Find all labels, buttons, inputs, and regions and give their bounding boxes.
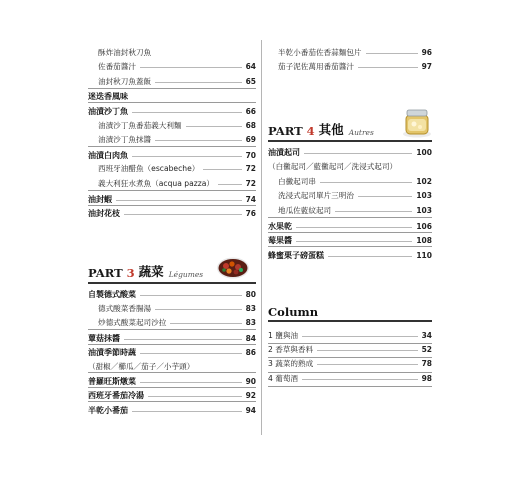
toc-entry-title: 地瓜佐藍紋起司 <box>278 205 332 215</box>
toc-leader-line <box>140 67 242 68</box>
toc-entry-page: 100 <box>416 147 432 157</box>
toc-entry-title: 蕈菇抹醬 <box>88 333 120 343</box>
toc-leader-line <box>366 53 418 54</box>
toc-entry-title: 洗浸式起司單片三明治 <box>278 191 354 201</box>
toc-leader-line <box>320 182 412 183</box>
toc-entry-page: 66 <box>245 106 256 116</box>
toc-entry-title: 自製德式酸菜 <box>88 289 136 299</box>
toc-entry-title: 油漬季節時蔬 <box>88 348 136 358</box>
toc-leader-line <box>148 396 242 397</box>
toc-leader-line <box>155 82 241 83</box>
toc-entry-page: 96 <box>421 47 432 57</box>
toc-leader-line <box>296 241 412 242</box>
toc-entry <box>268 44 432 60</box>
toc-leader-line <box>116 200 242 201</box>
part3-title: 蔬菜 <box>138 264 164 279</box>
toc-entry-title: （甜椒／櫛瓜／茄子／小芋頭） <box>88 361 195 371</box>
part3-heading <box>88 262 203 280</box>
toc-entry-title: 半乾小番茄 <box>88 405 128 415</box>
toc-entry-title: 佐番茄醬汁 <box>98 62 136 72</box>
toc-entry-page: 92 <box>245 391 256 401</box>
toc-entry-page: 78 <box>421 359 432 369</box>
toc-entry-title: 1 鹽與油 <box>268 330 299 340</box>
toc-entry-title: 西班牙油醋魚（escabeche） <box>98 164 200 174</box>
toc-entry-page: 84 <box>245 333 256 343</box>
toc-entry-page: 65 <box>245 76 256 86</box>
toc-leader-line <box>203 169 241 170</box>
toc-entry-page: 86 <box>245 348 256 358</box>
toc-entry-title: 德式酸菜香腸湯 <box>98 303 152 313</box>
toc-entry <box>268 188 432 204</box>
part3-french-subtitle: Légumes <box>168 270 204 279</box>
toc-leader-line <box>170 323 241 324</box>
toc-entry-page: 69 <box>245 135 256 145</box>
toc-entry-page: 72 <box>245 164 256 174</box>
toc-entry-title: 白黴起司串 <box>278 176 316 186</box>
toc-entry <box>268 173 432 189</box>
toc-entry-page: 103 <box>416 205 432 215</box>
toc-entry-title: 酥炸油封秋刀魚 <box>98 47 152 57</box>
toc-entry-page: 108 <box>416 236 432 246</box>
toc-leader-line <box>304 153 412 154</box>
toc-entry-title: 茄子泥佐萬用番茄醬汁 <box>278 62 354 72</box>
toc-entry <box>88 401 256 418</box>
toc-entry-page: 52 <box>421 344 432 354</box>
toc-entry-page: 34 <box>421 330 432 340</box>
toc-leader-line <box>140 295 242 296</box>
toc-leader-line <box>140 382 242 383</box>
toc-entry <box>88 73 256 89</box>
toc-entry <box>88 205 256 222</box>
toc-entry <box>88 161 256 177</box>
toc-entry-page: 76 <box>245 209 256 219</box>
toc-entry-title: 炒德式酸菜起司沙拉 <box>98 318 167 328</box>
toc-leader-line <box>186 126 242 127</box>
column-divider <box>261 40 262 435</box>
toc-entry <box>88 44 256 60</box>
toc-entry <box>88 132 256 148</box>
toc-entry-title: 3 蔬菜的熟成 <box>268 359 314 369</box>
toc-entry-title: 義大利狂水煮魚（acqua pazza） <box>98 178 214 188</box>
toc-entry-title: 莓果醬 <box>268 236 292 246</box>
toc-leader-line <box>155 140 241 141</box>
toc-entry-title: 半乾小番茄佐香蒜麵包片 <box>278 47 362 57</box>
toc-entry <box>268 59 432 75</box>
toc-leader-line <box>302 379 418 380</box>
toc-entry-title: 西班牙番茄冷湯 <box>88 391 144 401</box>
toc-entry-title: 油漬沙丁魚抹醬 <box>98 135 152 145</box>
toc-entry-page: 106 <box>416 221 432 231</box>
toc-leader-line <box>132 411 242 412</box>
toc-entry-title: （白黴起司／藍黴起司／洗浸式起司） <box>268 162 398 172</box>
toc-entry <box>88 117 256 133</box>
toc-entry-page: 103 <box>416 191 432 201</box>
part4-rule <box>268 140 432 142</box>
toc-entry-title: 4 葡萄酒 <box>268 373 299 383</box>
part4-french-subtitle: Autres <box>348 128 374 137</box>
cheese-jar-photo <box>402 104 432 138</box>
column-heading: Column <box>268 305 319 319</box>
toc-leader-line <box>317 350 417 351</box>
toc-leader-line <box>302 336 418 337</box>
toc-leader-line <box>358 196 412 197</box>
toc-leader-line <box>132 156 242 157</box>
toc-entry-title: 油漬沙丁魚番茄義大利麵 <box>98 120 182 130</box>
part3-rule <box>88 282 256 284</box>
toc-entry <box>268 246 432 263</box>
toc-leader-line <box>328 256 412 257</box>
vegetable-photo <box>216 256 250 280</box>
column-rule <box>268 320 432 322</box>
toc-entry-page: 83 <box>245 303 256 313</box>
toc-entry-title: 油封花枝 <box>88 209 120 219</box>
toc-leader-line <box>218 184 242 185</box>
toc-entry-title: 油漬起司 <box>268 147 300 157</box>
part4-number: 4 <box>306 124 315 138</box>
toc-leader-line <box>317 364 417 365</box>
toc-leader-line <box>296 227 412 228</box>
toc-leader-line <box>132 112 242 113</box>
toc-entry-title: 油封秋刀魚蓋飯 <box>98 76 152 86</box>
part3-number: 3 <box>126 266 135 280</box>
toc-entry-page: 97 <box>421 62 432 72</box>
toc-entry-page: 74 <box>245 194 256 204</box>
toc-entry <box>88 59 256 75</box>
toc-entry-title: 油封蝦 <box>88 194 112 204</box>
toc-entry-title: 普羅旺斯燉菜 <box>88 376 136 386</box>
part3-word: PART <box>88 266 123 280</box>
part4-word: PART <box>268 124 303 138</box>
toc-entry-page: 70 <box>245 150 256 160</box>
toc-entry-page: 94 <box>245 405 256 415</box>
toc-entry <box>268 202 432 218</box>
part4-title: 其他 <box>318 122 344 137</box>
toc-entry-title: 2 香草與香料 <box>268 344 314 354</box>
toc-entry-title: 蜂蜜栗子磅蛋糕 <box>268 250 324 260</box>
toc-entry-page: 90 <box>245 376 256 386</box>
toc-entry-title: 油漬沙丁魚 <box>88 106 128 116</box>
toc-leader-line <box>124 214 242 215</box>
toc-entry-title: 迷迭香風味 <box>88 92 128 102</box>
toc-entry-title: 水果乾 <box>268 221 292 231</box>
toc-leader-line <box>335 211 412 212</box>
toc-entry <box>268 370 432 387</box>
toc-entry-page: 110 <box>416 250 432 260</box>
toc-entry-page: 72 <box>245 178 256 188</box>
toc-entry-page: 102 <box>416 176 432 186</box>
toc-entry-page: 98 <box>421 373 432 383</box>
part4-heading <box>268 120 374 138</box>
toc-leader-line <box>140 353 242 354</box>
toc-leader-line <box>358 67 418 68</box>
toc-entry-page: 83 <box>245 318 256 328</box>
toc-entry <box>268 144 432 160</box>
toc-entry-title: 油漬白肉魚 <box>88 150 128 160</box>
toc-entry-page: 64 <box>245 62 256 72</box>
toc-leader-line <box>155 309 241 310</box>
toc-entry-page: 68 <box>245 120 256 130</box>
toc-entry <box>268 159 432 175</box>
toc-leader-line <box>124 339 242 340</box>
toc-entry <box>88 175 256 191</box>
toc-entry-page: 80 <box>245 289 256 299</box>
